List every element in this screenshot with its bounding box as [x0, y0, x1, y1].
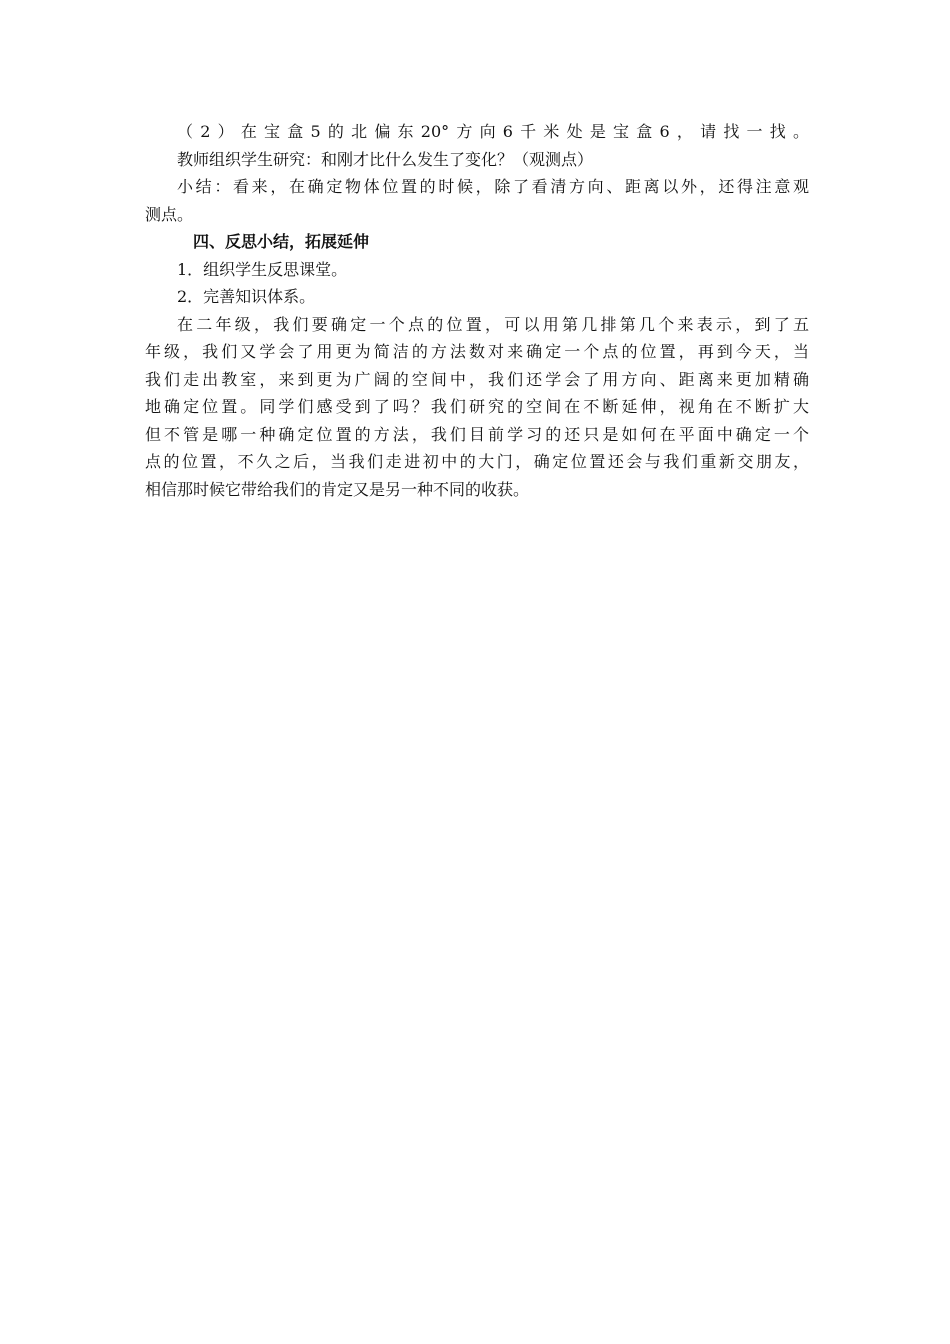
paragraph-summary-line-1: 小结：看来，在确定物体位置的时候，除了看清方向、距离以外，还得注意观: [177, 177, 809, 196]
closing-paragraph-line-4: 地确定位置。同学们感受到了吗？我们研究的空间在不断延伸，视角在不断扩大: [145, 397, 809, 416]
paragraph-task-2: （2）在宝盒5的北偏东20°方向6千米处是宝盒6，请找一找。: [177, 122, 809, 141]
closing-paragraph-line-5: 但不管是哪一种确定位置的方法，我们目前学习的还只是如何在平面中确定一个: [145, 424, 809, 444]
document-page: [145, 118, 809, 503]
closing-paragraph-line-3: 我们走出教室，来到更为广阔的空间中，我们还学会了用方向、距离来更加精确: [145, 369, 809, 389]
closing-paragraph-line-1: 在二年级，我们要确定一个点的位置，可以用第几排第几个来表示，到了五: [177, 314, 809, 334]
closing-paragraph-line-7: 相信那时候它带给我们的肯定又是另一种不同的收获。: [145, 479, 530, 499]
section-heading: 四、反思小结，拓展延伸: [193, 232, 370, 251]
list-item-knowledge: 2．完善知识体系。: [177, 287, 316, 306]
closing-paragraph-line-2: 年级，我们又学会了用更为简洁的方法数对来确定一个点的位置，再到今天，当: [145, 342, 809, 361]
list-item-reflect: 1．组织学生反思课堂。: [177, 259, 348, 279]
paragraph-summary-line-2: 测点。: [145, 204, 194, 224]
paragraph-teacher-guide: 教师组织学生研究：和刚才比什么发生了变化？（观测点）: [177, 149, 594, 169]
closing-paragraph-line-6: 点的位置，不久之后，当我们走进初中的大门，确定位置还会与我们重新交朋友，: [145, 452, 809, 471]
